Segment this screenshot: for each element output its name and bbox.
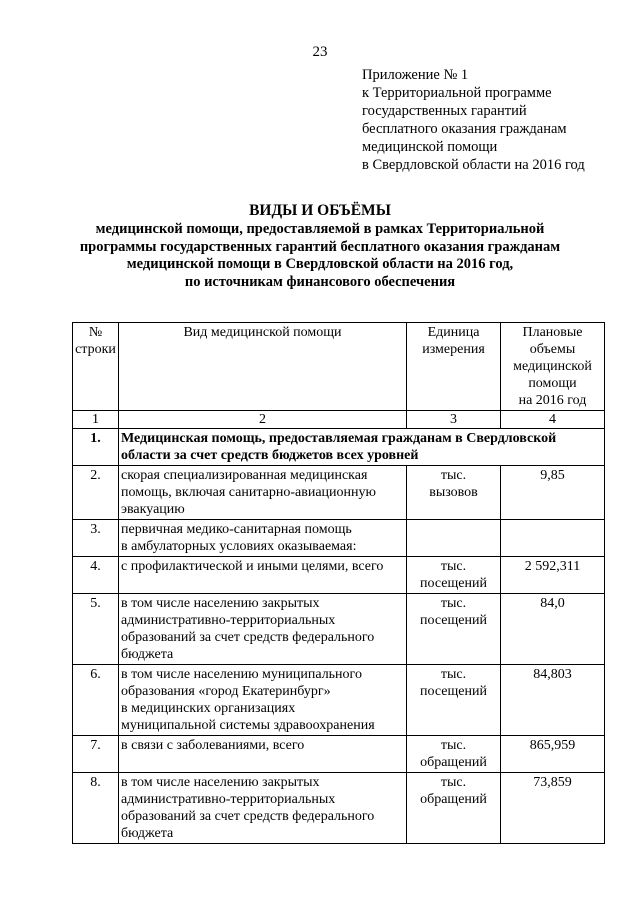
header-unit: Единица измерения xyxy=(407,323,501,411)
column-number: 4 xyxy=(501,411,605,429)
row-kind: скорая специализированная медицинская помощь, включая санитарно-авиационную эвакуацию xyxy=(119,466,407,520)
header-volume: Плановые объемы медицинской помощи на 2016 год xyxy=(501,323,605,411)
table-row xyxy=(73,665,605,736)
row-unit: тыс. обращений xyxy=(407,736,501,773)
subtitle-line: медицинской помощи, предоставляемой в рамках Территориальной xyxy=(95,221,545,237)
column-number: 1 xyxy=(73,411,119,429)
column-number-row xyxy=(73,411,605,429)
row-unit: тыс. посещений xyxy=(407,557,501,594)
appendix-line: в Свердловской области на 2016 год xyxy=(362,157,585,173)
row-kind: первичная медико-санитарная помощь в амбулаторных условиях оказываемая: xyxy=(119,520,407,557)
row-number: 3. xyxy=(73,520,119,557)
row-number: 8. xyxy=(73,773,119,844)
row-value: 9,85 xyxy=(501,466,605,520)
row-value: 84,803 xyxy=(501,665,605,736)
table-row xyxy=(73,557,605,594)
document-title: ВИДЫ И ОБЪЁМЫ xyxy=(249,202,391,219)
subtitle-line: медицинской помощи в Свердловской области на 2016 год, xyxy=(126,256,514,272)
row-unit: тыс. вызовов xyxy=(407,466,501,520)
row-kind: в том числе населению закрытых административно-территориальных образований за счет средств федерального бюджета xyxy=(119,773,407,844)
table-row xyxy=(73,466,605,520)
document-subtitle xyxy=(40,221,600,291)
row-kind: в том числе населению закрытых административно-территориальных образований за счет средств федерального бюджета xyxy=(119,594,407,665)
row-value xyxy=(501,520,605,557)
row-unit: тыс. посещений xyxy=(407,594,501,665)
row-unit: тыс. посещений xyxy=(407,665,501,736)
row-number: 5. xyxy=(73,594,119,665)
row-kind: в том числе населению муниципального образования «город Екатеринбург» в медицинских организациях муниципальной системы здравоохранения xyxy=(119,665,407,736)
table-row xyxy=(73,429,605,466)
appendix-line: государственных гарантий xyxy=(362,103,527,119)
row-number: 2. xyxy=(73,466,119,520)
row-kind: с профилактической и иными целями, всего xyxy=(119,557,407,594)
row-number: 1. xyxy=(73,429,119,466)
subtitle-line: программы государственных гарантий бесплатного оказания гражданам xyxy=(79,238,561,255)
row-value: 865,959 xyxy=(501,736,605,773)
header-row-number: № строки xyxy=(73,323,119,411)
row-number: 7. xyxy=(73,736,119,773)
appendix-note xyxy=(362,66,632,174)
column-number: 3 xyxy=(407,411,501,429)
row-number: 4. xyxy=(73,557,119,594)
row-value: 84,0 xyxy=(501,594,605,665)
appendix-line: медицинской помощи xyxy=(362,139,498,155)
row-number: 6. xyxy=(73,665,119,736)
row-value: 73,859 xyxy=(501,773,605,844)
row-unit xyxy=(407,520,501,557)
row-unit: тыс. обращений xyxy=(407,773,501,844)
appendix-line: к Территориальной программе xyxy=(362,85,552,101)
appendix-line: бесплатного оказания гражданам xyxy=(362,121,567,137)
row-value: 2 592,311 xyxy=(501,557,605,594)
volumes-table xyxy=(72,322,605,844)
header-kind: Вид медицинской помощи xyxy=(119,323,407,411)
column-number: 2 xyxy=(119,411,407,429)
row-kind: Медицинская помощь, предоставляемая гражданам в Свердловской области за счет средств бюджетов всех уровней xyxy=(119,429,605,466)
table-row xyxy=(73,520,605,557)
table-header-row xyxy=(73,323,605,411)
table-row xyxy=(73,773,605,844)
appendix-line: Приложение № 1 xyxy=(362,67,469,83)
page-number: 23 xyxy=(312,44,328,60)
subtitle-line: по источникам финансового обеспечения xyxy=(184,273,456,290)
table-row xyxy=(73,736,605,773)
row-kind: в связи с заболеваниями, всего xyxy=(119,736,407,773)
table-row xyxy=(73,594,605,665)
